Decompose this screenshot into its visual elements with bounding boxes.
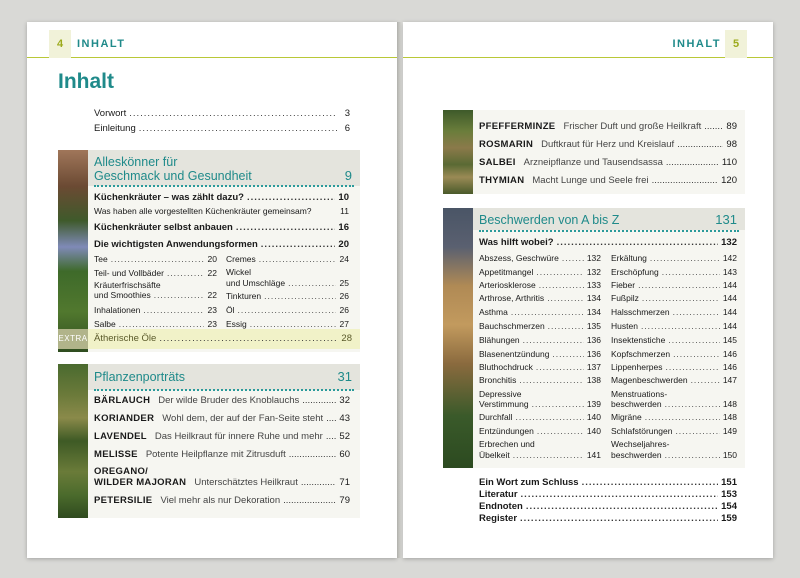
toc-entry[interactable] xyxy=(611,279,737,291)
toc-entry-label: Halsschmerzen xyxy=(611,307,670,317)
toc-entry-page: 28 xyxy=(341,333,352,344)
toc-entry[interactable] xyxy=(479,252,601,264)
toc-entry-label: Migräne xyxy=(611,412,642,422)
toc-entry[interactable] xyxy=(479,334,601,346)
toc-entry-label: Die wichtigsten Anwendungsformen xyxy=(94,239,258,250)
left-header-title: INHALT xyxy=(77,38,126,50)
toc-entry-page: 110 xyxy=(721,157,737,168)
toc-entry[interactable] xyxy=(611,252,737,264)
toc-entry[interactable] xyxy=(94,239,349,251)
toc-entry-page: 43 xyxy=(339,413,350,424)
toc-entry[interactable] xyxy=(479,306,601,318)
toc-entry[interactable] xyxy=(479,374,601,386)
plant-name: MELISSE xyxy=(94,449,138,460)
toc-entry-page: 23 xyxy=(207,305,217,315)
right-running-header xyxy=(403,30,773,58)
section-divider xyxy=(94,389,354,391)
plant-name: BÄRLAUCH xyxy=(94,395,151,406)
plant-name: ROSMARIN xyxy=(479,139,534,150)
left-page xyxy=(27,22,397,558)
toc-entry-page: 132 xyxy=(586,253,601,263)
plant-desc: Macht Lunge und Seele frei xyxy=(532,175,649,186)
toc-entry-page: 23 xyxy=(207,319,217,329)
toc-entry-page: 137 xyxy=(586,362,601,372)
toc-entry-page: 60 xyxy=(339,449,350,460)
toc-entry-label: Entzündungen xyxy=(479,426,534,436)
toc-entry-page: 134 xyxy=(586,293,601,303)
section-page: 31 xyxy=(337,369,352,384)
toc-entry-page: 141 xyxy=(586,450,601,460)
toc-entry-page: 144 xyxy=(722,321,737,331)
right-page-number: 5 xyxy=(725,30,747,58)
toc-entry-label: beschwerden xyxy=(611,450,662,460)
left-running-header xyxy=(27,30,397,58)
section-title-line: Geschmack und Gesundheit xyxy=(94,169,252,183)
toc-entry-page: 148 xyxy=(722,412,737,422)
section-divider xyxy=(479,230,739,232)
toc-entry[interactable] xyxy=(611,306,737,318)
toc-entry-label: beschwerden xyxy=(611,399,662,409)
toc-entry-page: 159 xyxy=(721,513,737,524)
plant-name: OREGANO/ xyxy=(94,466,149,477)
toc-entry-label: Depressive xyxy=(479,389,522,399)
toc-entry-page: 147 xyxy=(722,375,737,385)
section-page: 131 xyxy=(715,212,737,227)
toc-entry-label: Essig xyxy=(226,319,247,329)
section-title-line: Alleskönner für xyxy=(94,155,178,169)
right-page xyxy=(403,22,773,558)
toc-entry-label: Lippenherpes xyxy=(611,362,663,372)
toc-entry[interactable] xyxy=(226,290,349,302)
plant-name: KORIANDER xyxy=(94,413,155,424)
toc-entry-label: Salbe xyxy=(94,319,116,329)
toc-entry-page: 16 xyxy=(338,222,349,233)
toc-entry-page: 151 xyxy=(721,477,737,488)
plant-desc: Potente Heilpflanze mit Zitrusduft xyxy=(145,449,286,460)
section-divider xyxy=(94,185,354,187)
toc-entry[interactable] xyxy=(226,253,349,265)
toc-entry[interactable] xyxy=(479,411,601,423)
toc-entry-page: 120 xyxy=(721,175,737,186)
toc-entry-page: 79 xyxy=(339,495,350,506)
plant-desc: Viel mehr als nur Dekoration xyxy=(160,495,281,506)
toc-entry-page: 142 xyxy=(722,253,737,263)
toc-entry-label: Teil- und Vollbäder xyxy=(94,268,164,278)
toc-entry-page: 20 xyxy=(207,254,217,264)
toc-entry[interactable] xyxy=(94,108,350,120)
toc-entry[interactable] xyxy=(94,123,350,135)
section-title: Pflanzenporträts xyxy=(94,370,186,384)
toc-entry-label: Einleitung xyxy=(94,123,136,134)
toc-entry[interactable] xyxy=(226,304,349,316)
toc-entry-label: Blasenentzündung xyxy=(479,349,550,359)
toc-entry-label: Menstruations- xyxy=(611,389,668,399)
toc-entry-page: 22 xyxy=(207,268,217,278)
toc-entry-page: 52 xyxy=(339,431,350,442)
toc-entry-page: 25 xyxy=(339,278,349,288)
toc-entry-page: 140 xyxy=(586,426,601,436)
toc-entry-label: Tee xyxy=(94,254,108,264)
plant-desc: Das Heilkraut für innere Ruhe und mehr xyxy=(154,431,323,442)
toc-entry-page: 27 xyxy=(339,319,349,329)
right-header-title: INHALT xyxy=(672,38,721,50)
toc-entry-page: 132 xyxy=(721,237,737,248)
toc-entry-label: Tinkturen xyxy=(226,291,262,301)
toc-entry-page: 138 xyxy=(586,375,601,385)
toc-entry-page: 148 xyxy=(722,399,737,409)
toc-entry[interactable] xyxy=(611,449,737,461)
toc-entry-page: 154 xyxy=(721,501,737,512)
toc-entry[interactable] xyxy=(94,267,217,279)
toc-entry-page: 22 xyxy=(207,290,217,300)
section-title xyxy=(94,155,252,183)
toc-entry[interactable] xyxy=(226,277,349,289)
toc-entry[interactable] xyxy=(611,292,737,304)
plant-entry[interactable] xyxy=(94,495,350,507)
plant-entry[interactable] xyxy=(94,431,350,443)
toc-entry-label: Küchenkräuter – was zählt dazu? xyxy=(94,192,244,203)
plant-name: WILDER MAJORAN xyxy=(94,477,187,488)
toc-entry-page: 144 xyxy=(722,280,737,290)
toc-entry-label: Magenbeschwerden xyxy=(611,375,688,385)
toc-entry-page: 11 xyxy=(340,206,349,216)
toc-entry-page: 135 xyxy=(586,321,601,331)
toc-entry-page: 132 xyxy=(586,267,601,277)
toc-entry[interactable] xyxy=(611,320,737,332)
toc-entry-page: 146 xyxy=(722,362,737,372)
toc-entry-page: 150 xyxy=(722,450,737,460)
toc-entry-page: 140 xyxy=(586,412,601,422)
toc-entry[interactable] xyxy=(94,222,349,234)
toc-entry-label: Durchfall xyxy=(479,412,513,422)
toc-entry-label: Kräuterfrischsäfte xyxy=(94,280,161,290)
toc-entry-label: Kopfschmerzen xyxy=(611,349,671,359)
plant-desc: Der wilde Bruder des Knoblauchs xyxy=(158,395,300,406)
toc-entry-page: 144 xyxy=(722,293,737,303)
toc-entry-page: 133 xyxy=(586,280,601,290)
toc-entry-label: Cremes xyxy=(226,254,256,264)
plant-entry[interactable] xyxy=(479,175,737,187)
toc-entry[interactable] xyxy=(611,398,737,410)
toc-entry-page: 89 xyxy=(726,121,737,132)
plant-desc: Duftkraut für Herz und Kreislauf xyxy=(541,139,675,150)
toc-entry-label: Wickel xyxy=(226,267,252,277)
herb-photo xyxy=(443,208,473,468)
left-page-number: 4 xyxy=(49,30,71,58)
plant-name: LAVENDEL xyxy=(94,431,147,442)
toc-entry[interactable] xyxy=(479,361,601,373)
toc-entry[interactable] xyxy=(479,398,601,410)
plant-entry[interactable] xyxy=(94,477,350,489)
toc-entry-label: Was hilft wobei? xyxy=(479,237,554,248)
plant-desc: Unterschätztes Heilkraut xyxy=(194,477,298,488)
toc-entry-page: 26 xyxy=(339,291,349,301)
toc-entry-label: Arteriosklerose xyxy=(479,280,536,290)
plant-name: PFEFFERMINZE xyxy=(479,121,556,132)
toc-entry xyxy=(94,333,352,345)
toc-entry-label: Vorwort xyxy=(94,108,127,119)
toc-entry-page: 136 xyxy=(586,349,601,359)
toc-entry[interactable] xyxy=(94,289,217,301)
toc-entry-label: Küchenkräuter selbst anbauen xyxy=(94,222,233,233)
plant-name: PETERSILIE xyxy=(94,495,153,506)
toc-entry[interactable] xyxy=(611,374,737,386)
toc-entry-page: 24 xyxy=(339,254,349,264)
plant-entry[interactable] xyxy=(94,449,350,461)
toc-entry[interactable] xyxy=(94,304,217,316)
herb-photo xyxy=(58,364,88,518)
toc-entry-page: 139 xyxy=(586,399,601,409)
toc-entry[interactable] xyxy=(479,292,601,304)
toc-entry-page: 143 xyxy=(722,267,737,277)
section-title: Beschwerden von A bis Z xyxy=(479,213,620,227)
toc-entry-page: 146 xyxy=(722,349,737,359)
toc-entry-page: 6 xyxy=(344,123,350,134)
extra-label: EXTRA xyxy=(58,329,88,349)
toc-entry-label: Wechseljahres- xyxy=(611,439,670,449)
toc-entry-label: Husten xyxy=(611,321,638,331)
toc-entry[interactable] xyxy=(479,501,737,513)
plant-entry[interactable] xyxy=(94,413,350,425)
toc-entry-label: Blähungen xyxy=(479,335,520,345)
toc-entry-label: Register xyxy=(479,513,518,524)
toc-entry-label: Asthma xyxy=(479,307,508,317)
plant-entry[interactable] xyxy=(479,121,737,133)
toc-entry[interactable] xyxy=(479,279,601,291)
toc-entry-label: Bronchitis xyxy=(479,375,517,385)
toc-entry[interactable] xyxy=(611,361,737,373)
toc-entry[interactable] xyxy=(479,425,601,437)
toc-entry-label: und Smoothies xyxy=(94,290,151,300)
toc-entry-label: Fußpilz xyxy=(611,293,639,303)
toc-entry-label: Literatur xyxy=(479,489,518,500)
toc-entry[interactable] xyxy=(479,477,737,489)
toc-entry-page: 144 xyxy=(722,307,737,317)
toc-entry-label: Schlafstörungen xyxy=(611,426,673,436)
toc-entry-label: Abszess, Geschwüre xyxy=(479,253,559,263)
toc-entry[interactable] xyxy=(611,266,737,278)
plant-entry[interactable] xyxy=(479,139,737,151)
toc-entry-page: 136 xyxy=(586,335,601,345)
plant-desc: Wohl dem, der auf der Fan-Seite steht xyxy=(162,413,324,424)
plant-desc: Frischer Duft und große Heilkraft xyxy=(563,121,702,132)
plant-entry[interactable] xyxy=(94,395,350,407)
toc-entry[interactable] xyxy=(479,489,737,501)
toc-entry[interactable] xyxy=(94,253,217,265)
toc-entry-label: Ein Wort zum Schluss xyxy=(479,477,579,488)
toc-entry[interactable] xyxy=(611,425,737,437)
toc-entry-page: 149 xyxy=(722,426,737,436)
toc-entry-page: 145 xyxy=(722,335,737,345)
plant-name: THYMIAN xyxy=(479,175,525,186)
plant-desc: Arzneipflanze und Tausendsassa xyxy=(523,157,663,168)
toc-entry[interactable] xyxy=(611,348,737,360)
toc-entry-page: 32 xyxy=(339,395,350,406)
toc-entry[interactable] xyxy=(611,334,737,346)
extra-bar[interactable] xyxy=(58,329,360,349)
toc-entry-label: Bauchschmerzen xyxy=(479,321,545,331)
toc-entry-page: 10 xyxy=(338,192,349,203)
toc-entry[interactable] xyxy=(611,411,737,423)
toc-entry[interactable] xyxy=(479,513,737,525)
toc-entry-page: 98 xyxy=(726,139,737,150)
toc-entry-label: Verstimmung xyxy=(479,399,529,409)
page-title: Inhalt xyxy=(58,70,114,93)
toc-entry[interactable] xyxy=(94,205,349,217)
toc-entry-label: Erkältung xyxy=(611,253,647,263)
toc-entry-label: Appetitmangel xyxy=(479,267,534,277)
toc-entry-label: Endnoten xyxy=(479,501,523,512)
section-page: 9 xyxy=(344,168,352,183)
toc-entry-label: Bluthochdruck xyxy=(479,362,533,372)
toc-entry-label: Ätherische Öle xyxy=(94,333,157,344)
toc-entry-label: Erschöpfung xyxy=(611,267,659,277)
toc-entry-label: Insektenstiche xyxy=(611,335,666,345)
toc-entry[interactable] xyxy=(479,266,601,278)
plant-entry[interactable] xyxy=(479,157,737,169)
toc-entry-page: 26 xyxy=(339,305,349,315)
toc-entry-label: Fieber xyxy=(611,280,636,290)
toc-entry-page: 153 xyxy=(721,489,737,500)
toc-entry-label: Was haben alle vorgestellten Küchenkräuter gemeinsam? xyxy=(94,206,312,216)
toc-entry-page: 71 xyxy=(339,477,350,488)
herb-photo xyxy=(58,150,88,352)
toc-entry-label: Inhalationen xyxy=(94,305,141,315)
toc-entry[interactable] xyxy=(479,320,601,332)
toc-entry-page: 134 xyxy=(586,307,601,317)
toc-entry-label: Erbrechen und xyxy=(479,439,535,449)
toc-entry[interactable] xyxy=(94,192,349,204)
toc-entry-label: Arthrose, Arthritis xyxy=(479,293,545,303)
toc-entry[interactable] xyxy=(479,348,601,360)
toc-entry-page: 3 xyxy=(344,108,350,119)
toc-entry[interactable] xyxy=(479,237,737,249)
toc-entry[interactable] xyxy=(479,449,601,461)
plant-name: SALBEI xyxy=(479,157,516,168)
toc-entry-page: 20 xyxy=(338,239,349,250)
toc-entry-label: Übelkeit xyxy=(479,450,510,460)
herb-photo xyxy=(443,110,473,194)
toc-entry-label: und Umschläge xyxy=(226,278,286,288)
toc-entry-label: Öl xyxy=(226,305,235,315)
